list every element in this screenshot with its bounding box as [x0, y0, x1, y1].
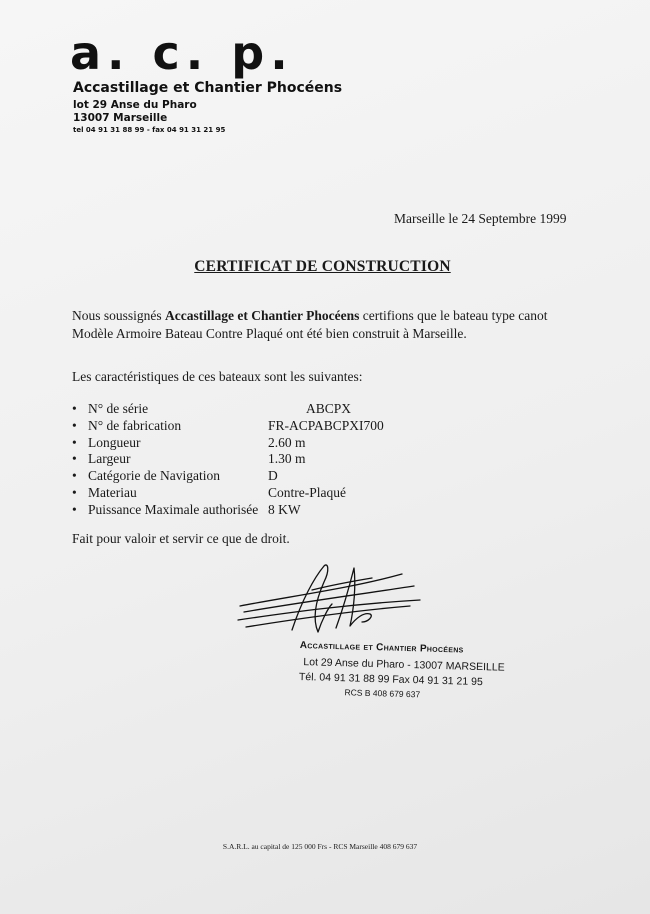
spec-value: D	[268, 468, 278, 484]
company-phone-fax: tel 04 91 31 88 99 - fax 04 91 31 21 95	[73, 126, 226, 134]
spec-value: 2.60 m	[268, 434, 306, 450]
spec-value: FR-ACPABCPXI700	[268, 417, 384, 433]
spec-label: N° de série	[88, 401, 149, 416]
company-address: lot 29 Anse du Pharo	[73, 99, 197, 111]
stamp-address: Lot 29 Anse du Pharo - 13007 MARSEILLE	[303, 656, 505, 674]
company-city: 13007 Marseille	[73, 112, 168, 124]
bullet-icon: •	[72, 417, 77, 433]
bullet-icon: •	[72, 401, 77, 416]
footer-legal: S.A.R.L. au capital de 125 000 Frs - RCS Marseille 408 679 637	[222, 842, 418, 851]
bullet-icon: •	[72, 501, 77, 517]
spec-label: Largeur	[88, 451, 131, 467]
stamp-rcs: RCS B 408 679 637	[344, 687, 421, 700]
spec-value: 8 KW	[268, 501, 301, 517]
intro-company: Accastillage et Chantier Phocéens	[165, 308, 360, 323]
bullet-icon: •	[72, 468, 77, 484]
spec-label: Catégorie de Navigation	[88, 468, 220, 484]
intro-suffix: certifions que le bateau type canot Modèle Armoire Bateau Contre Plaqué ont été bien construit à Marseille.	[72, 308, 548, 341]
characteristics-intro: Les caractéristiques de ces bateaux sont les suivantes:	[72, 369, 363, 384]
document-date: Marseille le 24 Septembre 1999	[394, 211, 567, 226]
company-stamp	[298, 640, 505, 702]
spec-label: Materiau	[88, 484, 137, 500]
bullet-icon: •	[72, 484, 77, 500]
intro-prefix: Nous soussignés	[72, 308, 166, 323]
document-title: CERTIFICAT DE CONSTRUCTION	[194, 258, 451, 275]
closing-statement: Fait pour valoir et servir ce que de droit.	[72, 531, 290, 546]
spec-label: N° de fabrication	[88, 417, 182, 433]
signature	[232, 560, 432, 640]
spec-value: Contre-Plaqué	[268, 484, 346, 500]
intro-paragraph	[72, 307, 572, 343]
bullet-icon: •	[72, 451, 77, 467]
stamp-company-name: Accastillage et Chantier Phocéens	[299, 640, 464, 656]
bullet-icon: •	[72, 434, 77, 450]
company-logo: a. c. p.	[70, 26, 294, 80]
spec-value: 1.30 m	[268, 451, 306, 467]
spec-label: Longueur	[88, 434, 141, 450]
spec-value: ABCPX	[306, 401, 352, 416]
company-name: Accastillage et Chantier Phocéens	[73, 80, 343, 96]
spec-label: Puissance Maximale authorisée	[88, 501, 259, 517]
stamp-phone-fax: Tél. 04 91 31 88 99 Fax 04 91 31 21 95	[298, 670, 483, 689]
